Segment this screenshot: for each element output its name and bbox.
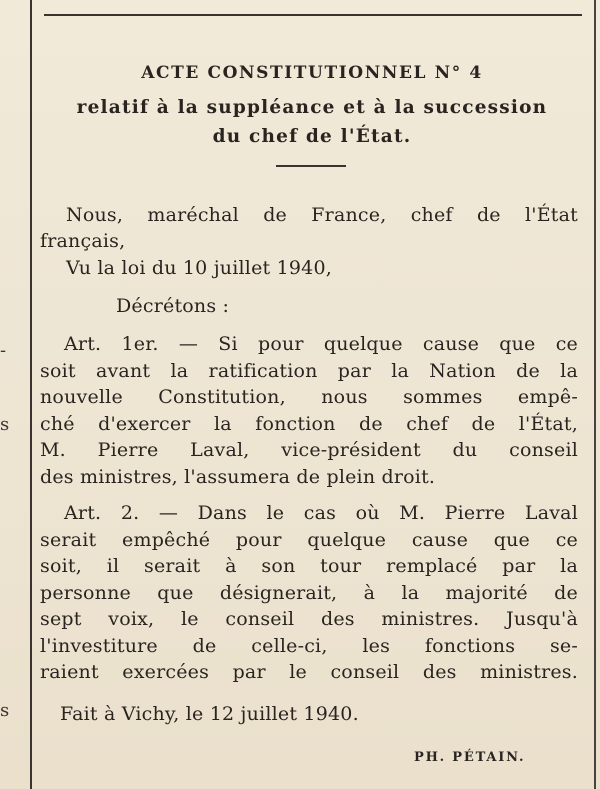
- article-1-line-4: ché d'exercer la fonction de chef de l'État,: [40, 413, 578, 435]
- article-1-line-3: nouvelle Constitution, nous sommes empê-: [40, 386, 578, 408]
- article-2-line-6: l'investiture de celle-ci, les fonctions se-: [40, 635, 578, 657]
- margin-mark: -: [0, 340, 7, 361]
- article-2-line-5: sept voix, le conseil des ministres. Jusqu'à: [40, 608, 578, 630]
- article-2-line-4: personne que désignerait, à la majorité de: [40, 582, 578, 604]
- place-and-date: Fait à Vichy, le 12 juillet 1940.: [60, 703, 359, 725]
- act-subtitle-line-2: du chef de l'État.: [212, 126, 412, 147]
- article-2-line-2: serait empêché pour quelque cause que ce: [40, 529, 578, 551]
- article-1-line-2: soit avant la ratification par la Nation de la: [40, 360, 578, 382]
- preamble-line-3: Vu la loi du 10 juillet 1940,: [66, 257, 332, 279]
- article-2-line-1: Art. 2. — Dans le cas où M. Pierre Laval: [64, 502, 578, 524]
- left-border-line: [30, 0, 32, 789]
- title-separator: [276, 165, 346, 167]
- act-title: ACTE CONSTITUTIONNEL N° 4: [141, 63, 483, 83]
- right-border-line: [594, 0, 596, 789]
- top-rule: [44, 14, 582, 16]
- margin-mark: s: [0, 700, 10, 721]
- margin-mark: s: [0, 414, 10, 435]
- preamble-line-2: français,: [40, 230, 126, 252]
- preamble-line-1: Nous, maréchal de France, chef de l'État: [66, 204, 578, 226]
- article-1-line-6: des ministres, l'assumera de plein droit.: [40, 466, 436, 488]
- article-2-line-7: raient exercées par le conseil des ministres.: [40, 661, 578, 683]
- signature: PH. PÉTAIN.: [414, 750, 526, 765]
- decree-formula: Décrétons :: [116, 295, 230, 317]
- article-1-line-1: Art. 1er. — Si pour quelque cause que ce: [64, 333, 578, 355]
- act-subtitle-line-1: relatif à la suppléance et à la succession: [76, 97, 548, 118]
- article-2-line-3: soit, il serait à son tour remplacé par la: [40, 555, 578, 577]
- article-1-line-5: M. Pierre Laval, vice-président du conseil: [40, 439, 578, 461]
